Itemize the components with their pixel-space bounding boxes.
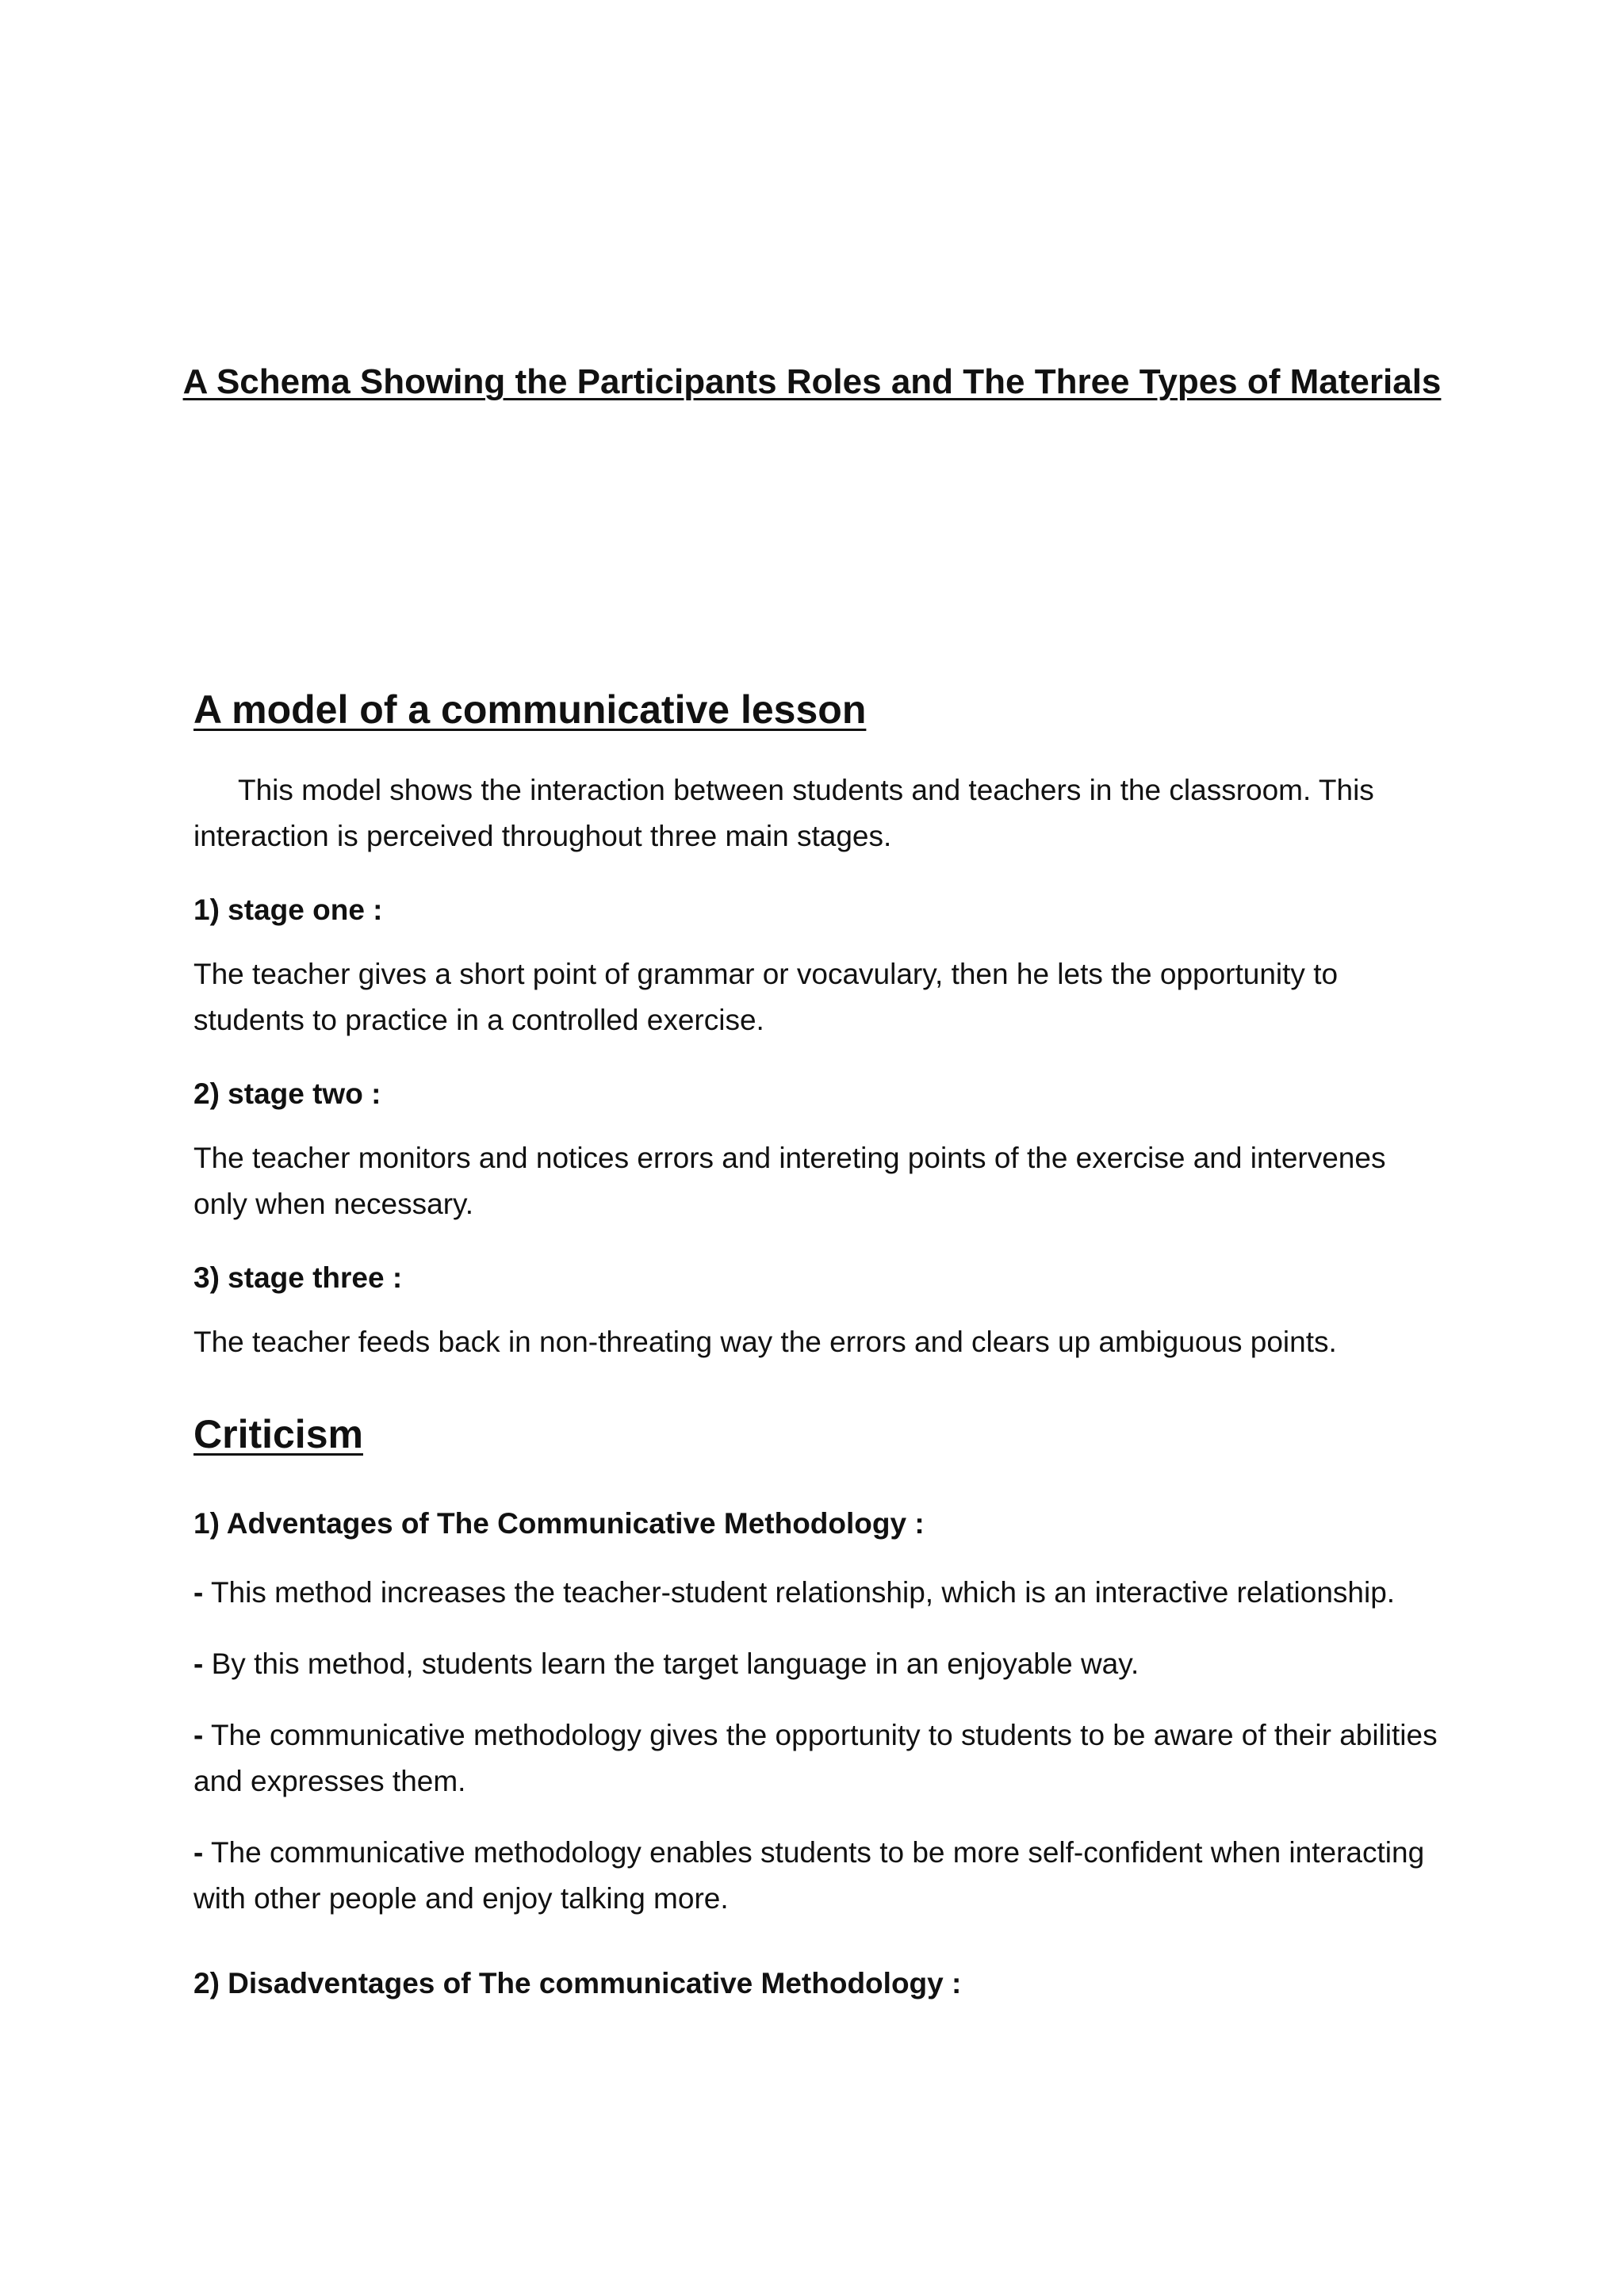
section-heading-criticism: Criticism	[193, 1412, 363, 1456]
stage-three-label: 3) stage three :	[193, 1261, 403, 1294]
stage-one-text: The teacher gives a short point of grammar or vocavulary, then he lets the opportunity to students to practice in a controlled exercise.	[193, 958, 1339, 1036]
stage-two-text: The teacher monitors and notices errors and intereting points of the exercise and intervenes only when necessary.	[193, 1142, 1386, 1220]
advantage-item	[193, 1830, 1438, 1922]
advantage-text: By this method, students learn the target language in an enjoyable way.	[211, 1647, 1139, 1680]
advantage-text: This method increases the teacher-student relationship, which is an interactive relationship.	[210, 1576, 1396, 1609]
bullet-dash: -	[193, 1719, 204, 1751]
bullet-dash: -	[193, 1647, 204, 1680]
stage-one-label: 1) stage one :	[193, 894, 383, 926]
advantage-text: The communicative methodology gives the opportunity to students to be aware of their abilities and expresses them.	[193, 1719, 1438, 1797]
bullet-dash: -	[193, 1576, 204, 1609]
stage-two-label: 2) stage two :	[193, 1077, 381, 1110]
document-body	[193, 682, 1438, 2004]
advantage-item	[193, 1570, 1438, 1616]
document-title: A Schema Showing the Participants Roles and The Three Types of Materials	[182, 362, 1442, 401]
section-heading-communicative-lesson: A model of a communicative lesson	[193, 687, 867, 732]
advantage-text: The communicative methodology enables students to be more self-confident when interacting with other people and enjoy talking more.	[193, 1836, 1425, 1915]
advantages-label: 1) Adventages of The Communicative Methodology :	[193, 1507, 925, 1540]
stage-three-text: The teacher feeds back in non-threating way the errors and clears up ambiguous points.	[193, 1326, 1337, 1358]
advantage-item	[193, 1641, 1438, 1687]
bullet-dash: -	[193, 1836, 204, 1869]
disadvantages-label: 2) Disadventages of The communicative Methodology :	[193, 1967, 962, 1999]
advantage-item	[193, 1712, 1438, 1804]
intro-paragraph: This model shows the interaction between students and teachers in the classroom. This interaction is perceived throughout three main stages.	[193, 774, 1374, 852]
